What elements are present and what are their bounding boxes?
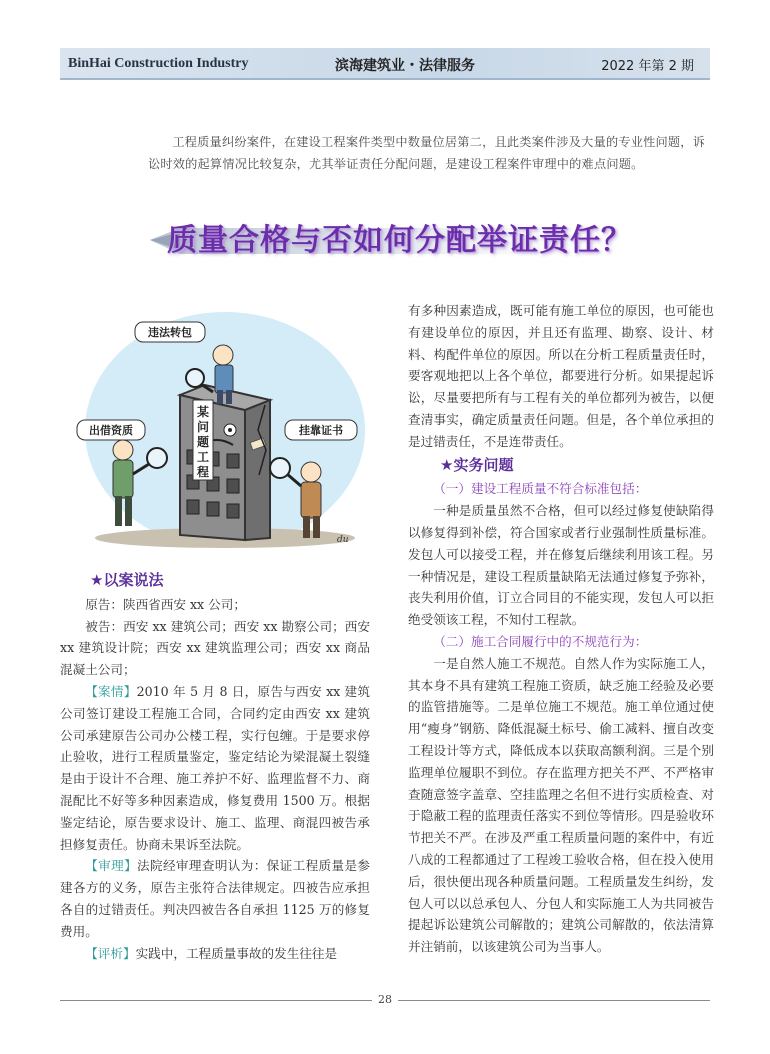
svg-text:工: 工 xyxy=(196,450,210,464)
cartoon-illustration xyxy=(75,300,375,555)
analysis-tag: 【评析】 xyxy=(85,945,136,961)
label-affiliated-certificate: 挂靠证书 xyxy=(299,424,343,437)
label-lend-qualification: 出借资质 xyxy=(89,424,133,437)
analysis-continued-paragraph: 有多种因素造成，既可能有施工单位的原因，也可能也有建设单位的原因，并且还有监理、勘察、设计、材料、构配件单位的原因。所以在分析工程质量责任时，要客观地把以上各个单位，都要进行分析。如果提起诉讼，尽量要把所有与工程有关的单位都列为被告，以便查清事实，确定质量责任问题。但是，各个单位承担的是过错责任，不是连带责任。 xyxy=(408,303,714,449)
analysis-text: 实践中，工程质量事故的发生往往是 xyxy=(135,945,338,961)
subheading-irregular-conduct: （二）施工合同履行中的不规范行为： xyxy=(433,633,648,649)
trial-text: 法院经审理查明认为：保证工程质量是参建各方的义务，原告主张符合法律规定。四被告应承担各自的过错责任。判决四被告各自承担 1125 万的修复费用。 xyxy=(60,858,371,939)
subheading-quality-standard: （一）建设工程质量不符合标准包括： xyxy=(433,481,648,497)
quality-standard-paragraph: 一种是质量虽然不合格，但可以经过修复使缺陷得以修复得到补偿，符合国家或者行业强制性质量标准。发包人可以接受工程，并在修复后继续利用该工程。另一种情况是，建设工程质量缺陷无法通过修复予弥补，丧失利用价值，订立合同目的不能实现，发包人可以拒绝受领该工程，不知付工程款。 xyxy=(408,503,714,628)
case-facts-text: 2010 年 5 月 8 日，原告与西安 xx 建筑公司签订建设工程施工合同，合同约定由西安 xx 建筑公司承建原告公司办公楼工程，实行包缠。于是要求停止验收，进行工程质量鉴定，鉴定结论为梁混凝土裂缝是由于设计不合理、施工养护不好、监理监督不力、商混配比不好等多种因素造成，修复费用 1500 万。根据鉴定结论，原告要求设计、施工、监理、商混四被告承担修复责任。协商未果诉至法院。 xyxy=(60,683,371,852)
svg-text:程: 程 xyxy=(196,465,210,479)
irregular-conduct-paragraph: 一是自然人施工不规范。自然人作为实际施工人，其本身不具有建筑工程施工资质，缺乏施工经验及必要的监管措施等。二是单位施工不规范。施工单位通过使用“瘦身”钢筋、降低混凝土标号、偷工减料、擅自改变工程设计等方式，降低成本以获取高额利润。三是个别监理单位履职不到位。存在监理方把关不严、不严格审查随意签字盖章、空挂监理之名但不进行实质检查、对于隐蔽工程的监理责任落实不到位等情形。四是验收环节把关不严。在涉及严重工程质量问题的案件中，有近八成的工程都通过了工程竣工验收合格，但在投入使用后，很快便出现各种质量问题。工程质量发生纠纷，发包人可以以总承包人、分包人和实际施工人为共同被告提起诉讼建筑公司解散的；建筑公司解散的，依法清算并注销前，以该建筑公司为当事人。 xyxy=(408,655,714,955)
building-sign xyxy=(193,400,213,480)
article-title: 质量合格与否如何分配举证责任？ xyxy=(167,223,632,258)
section-title-practice-issues: ★实务问题 xyxy=(440,455,514,474)
left-column xyxy=(60,568,370,964)
journal-section-name: 滨海建筑业・法律服务 xyxy=(335,58,475,74)
issue-number: 2022 年第 2 期 xyxy=(601,59,694,74)
journal-english-name: BinHai Construction Industry xyxy=(68,56,249,71)
intro-paragraph xyxy=(148,131,706,175)
artist-signature: du xyxy=(337,535,349,545)
section-title-case-study: ★以案说法 xyxy=(90,571,164,589)
case-facts-tag: 【案情】 xyxy=(85,683,137,699)
svg-text:题: 题 xyxy=(196,435,210,449)
label-illegal-subcontract: 违法转包 xyxy=(148,326,192,339)
case-facts-paragraph xyxy=(60,681,370,855)
plaintiff-line: 原告：陕西省西安 xx 公司； xyxy=(85,596,246,612)
svg-text:问: 问 xyxy=(196,420,210,434)
trial-paragraph xyxy=(60,855,370,942)
defendants-line: 被告：西安 xx 建筑公司；西安 xx 勘察公司；西安 xx 建筑设计院；西安 xx 建筑监理公司；西安 xx 商品混凝土公司； xyxy=(60,618,370,678)
analysis-paragraph xyxy=(60,943,370,965)
page-number: 28 xyxy=(372,993,398,1007)
svg-text:某: 某 xyxy=(196,405,210,419)
right-column xyxy=(408,300,714,958)
trial-tag: 【审理】 xyxy=(85,858,138,874)
running-header xyxy=(60,48,710,80)
intro-text: 工程质量纠纷案件，在建设工程案件类型中数量位居第二，且此类案件涉及大量的专业性问题，诉讼时效的起算情况比较复杂，尤其举证责任分配问题，是建设工程案件审理中的难点问题。 xyxy=(148,135,706,171)
